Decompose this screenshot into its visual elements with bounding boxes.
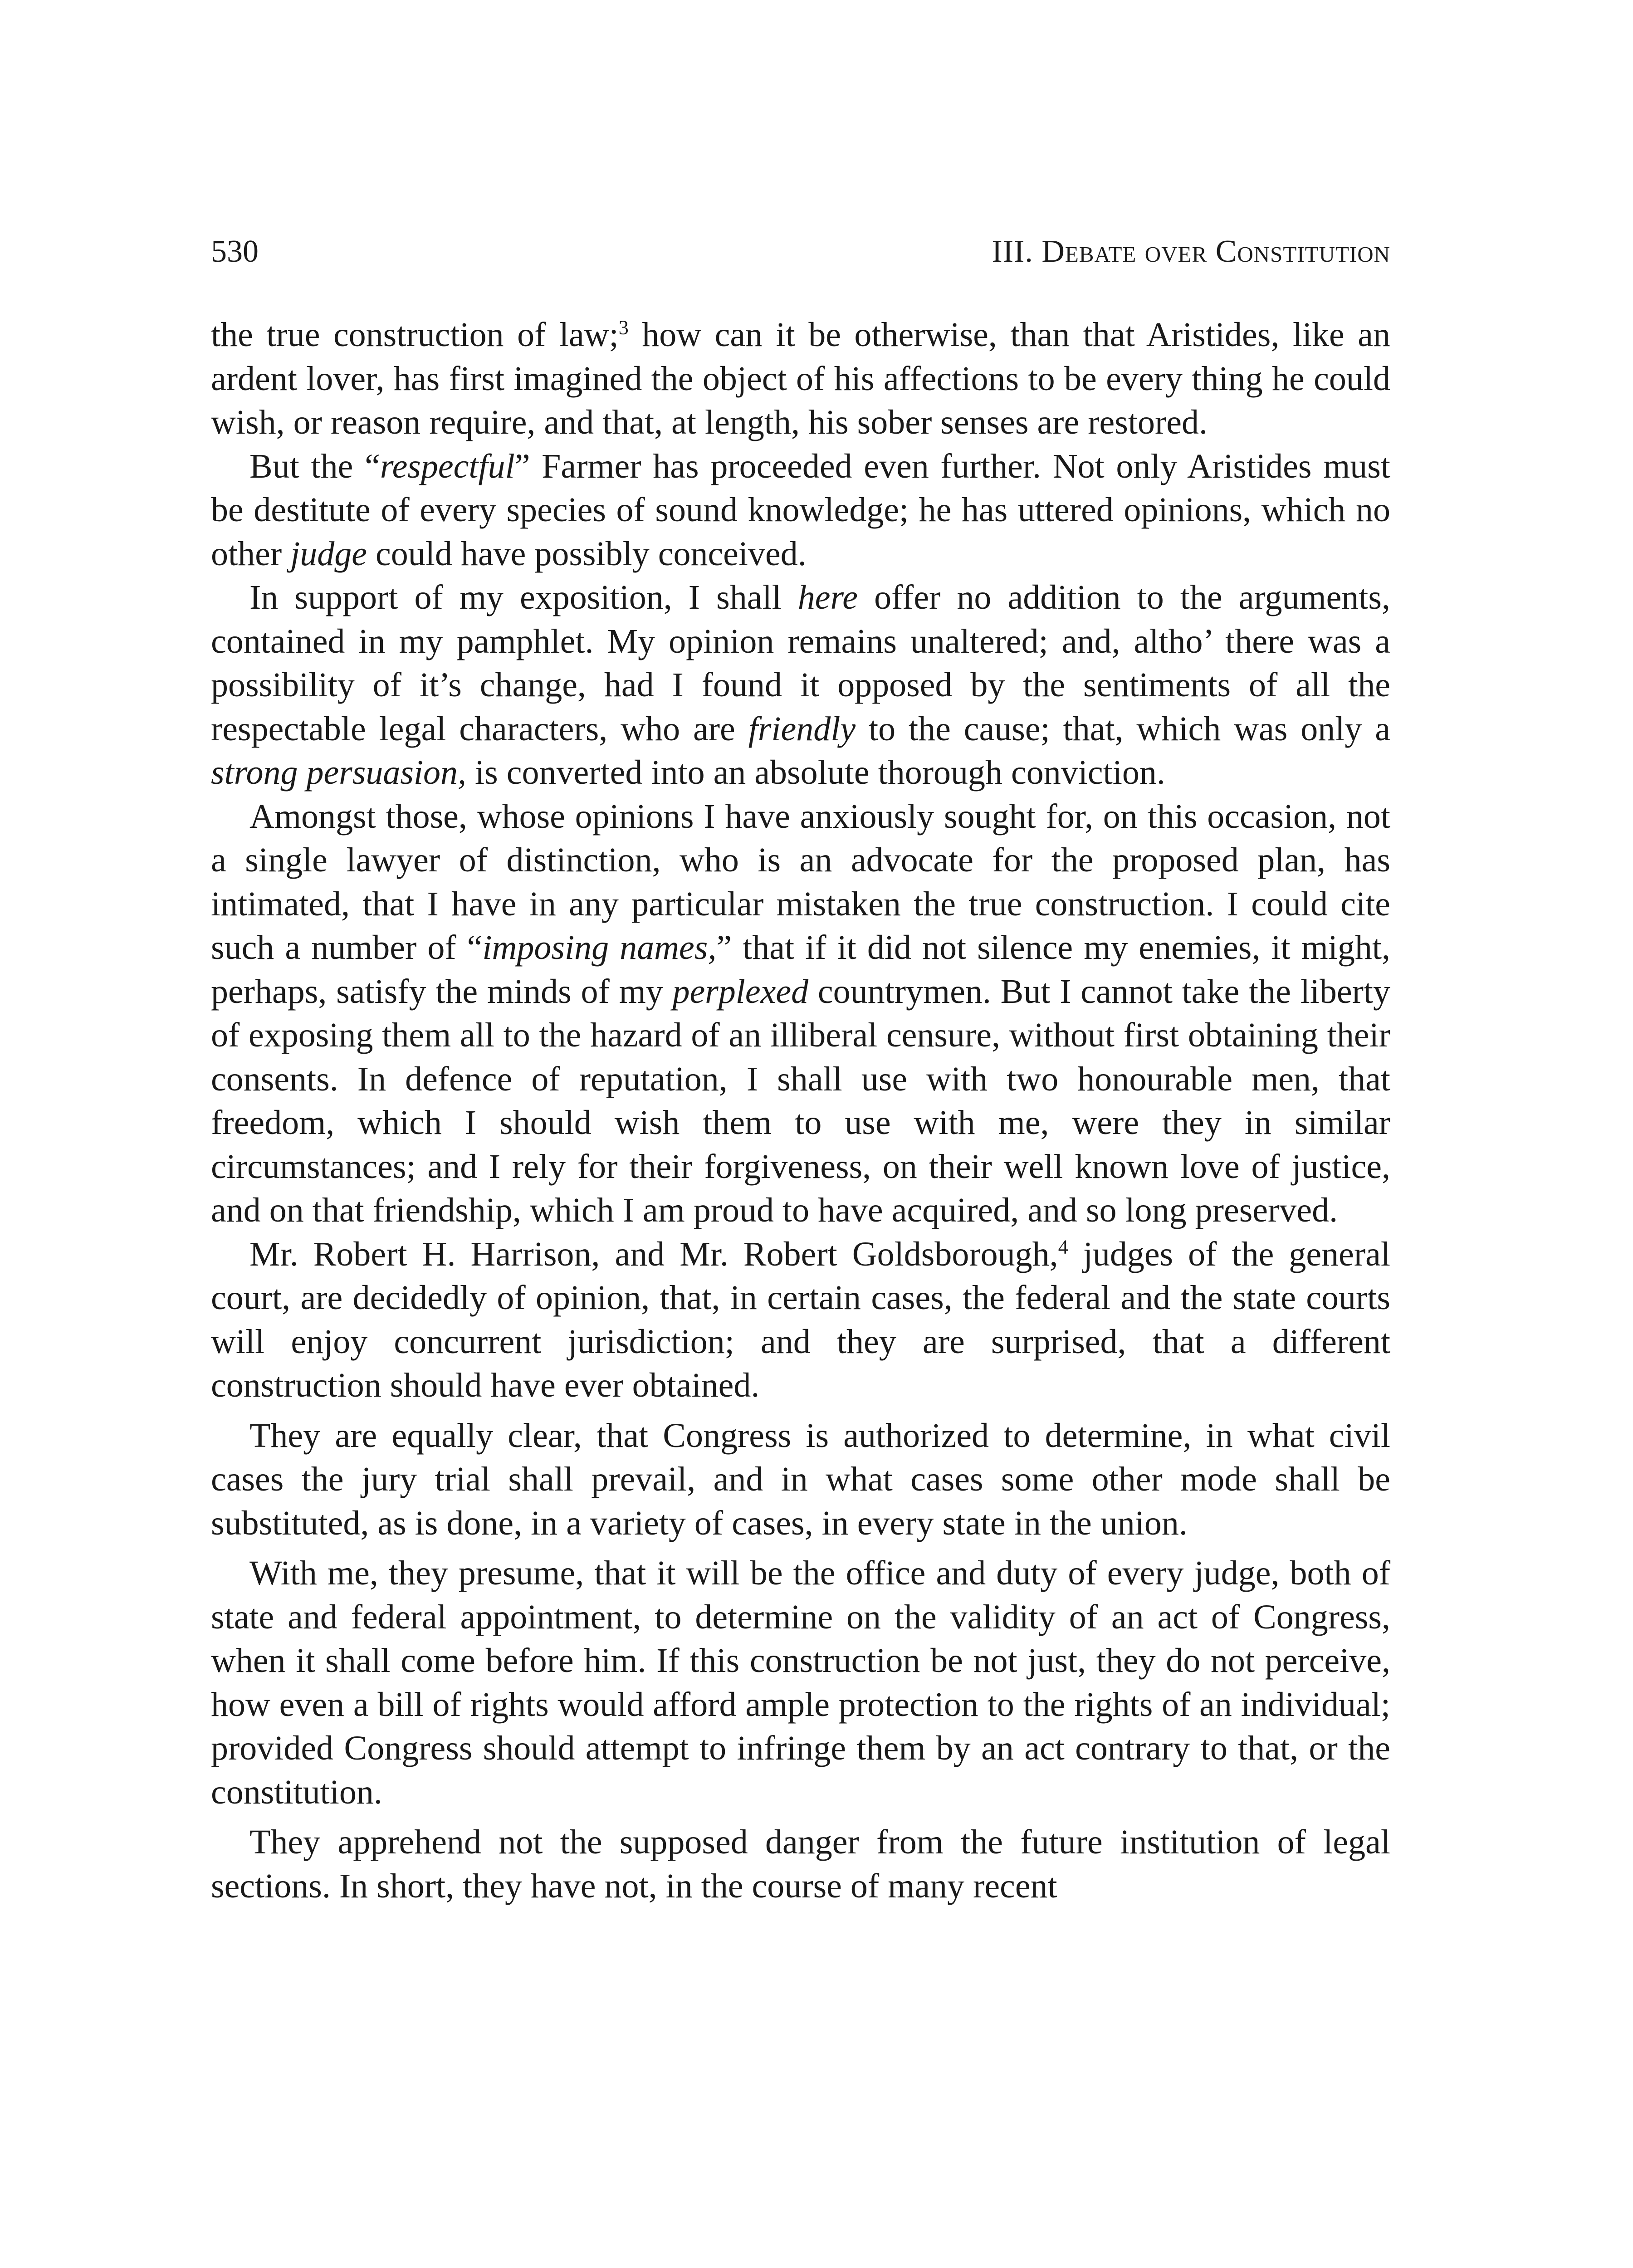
text-run: judges of the general court, are decidedly of opinion, that, in certain cases, the federal and the state courts will enjoy concurrent jurisdiction; and they are surprised, that a different construction should have ever obtained. (211, 1235, 1390, 1404)
paragraph-1 (211, 313, 1390, 445)
paragraph-4 (211, 795, 1390, 1232)
paragraph-6: They are equally clear, that Congress is authorized to determine, in what civil cases the jury trial shall prevail, and in what cases some other mode shall be substituted, as is done, in a variety of cases, in every state in the union. (211, 1416, 1390, 1542)
italic-text: imposing names, (482, 929, 717, 967)
italic-text: friendly (748, 709, 856, 748)
running-header (211, 227, 1390, 277)
text-run: Amongst those, whose opinions I have anxiously sought for, on this occasion, not a single lawyer of distinction, who is an advocate for the proposed plan, has intimated, that I have in any particular mistaken the true construction. I could cite such a number of “ (211, 797, 1390, 967)
text-run: Mr. Robert H. Harrison, and Mr. Robert Goldsborough, (249, 1235, 1058, 1273)
paragraph-8: They apprehend not the supposed danger from the future institution of legal sections. In short, they have not, in the course of many recent (211, 1823, 1390, 1905)
text-run: But the “ (249, 447, 380, 485)
page-number: 530 (211, 234, 259, 269)
text-run: the true construction of law; (211, 316, 619, 354)
paragraph-2 (211, 445, 1390, 576)
text-run: ” Farmer has proceeded even further. Not only Aristides must be destitute of every species of sound knowledge; he has uttered opinions, which no other (211, 447, 1390, 573)
italic-text: perplexed (672, 972, 809, 1011)
italic-text: here (797, 578, 858, 616)
text-run: ” that if it did not silence my enemies, it might, perhaps, satisfy the minds of my (211, 929, 1391, 1011)
text-run: is converted into an absolute thorough conviction. (466, 753, 1165, 792)
italic-text: judge (290, 534, 367, 573)
text-run: offer no addition to the arguments, contained in my pamphlet. My opinion remains unaltered; and, altho’ there was a possibility of it’s change, had I found it opposed by the sentiments of all the respectable legal characters, who are (211, 578, 1390, 748)
text-run: how can it be otherwise, than that Aristides, like an ardent lover, has first imagined the object of his affections to be every thing he could wish, or reason require, and that, at length, his sober senses are restored. (211, 316, 1390, 441)
paragraph-3 (211, 576, 1390, 795)
italic-text: respectful (380, 447, 515, 485)
italic-text: strong persuasion, (211, 753, 467, 792)
paragraph-7: With me, they presume, that it will be the office and duty of every judge, both of state and federal appointment, to determine on the validity of an act of Congress, when it shall come before him. If this construction be not just, they do not perceive, how even a bill of rights would afford ample protection to the rights of an individual; provided Congress should attempt to infringe them by an act contrary to that, or the constitution. (211, 1554, 1390, 1811)
text-run: In support of my exposition, I shall (249, 578, 798, 616)
paragraph-5 (211, 1232, 1390, 1408)
text-run: countrymen. But I cannot take the liberty of exposing them all to the hazard of an illiberal censure, without first obtaining their consents. In defence of reputation, I shall use with two honourable men, that freedom, which I should wish them to use with me, were they in similar circumstances; and I rely for their forgiveness, on their well known love of justice, and on that friendship, which I am proud to have acquired, and so long preserved. (211, 972, 1390, 1229)
section-title: III. Debate over Constitution (992, 234, 1390, 269)
footnote-ref-3: 3 (618, 316, 629, 339)
text-run: to the cause; that, which was only a (856, 709, 1390, 748)
footnote-ref-4: 4 (1058, 1236, 1068, 1258)
body-text (211, 313, 1390, 1908)
text-run: could have possibly conceived. (367, 534, 807, 573)
